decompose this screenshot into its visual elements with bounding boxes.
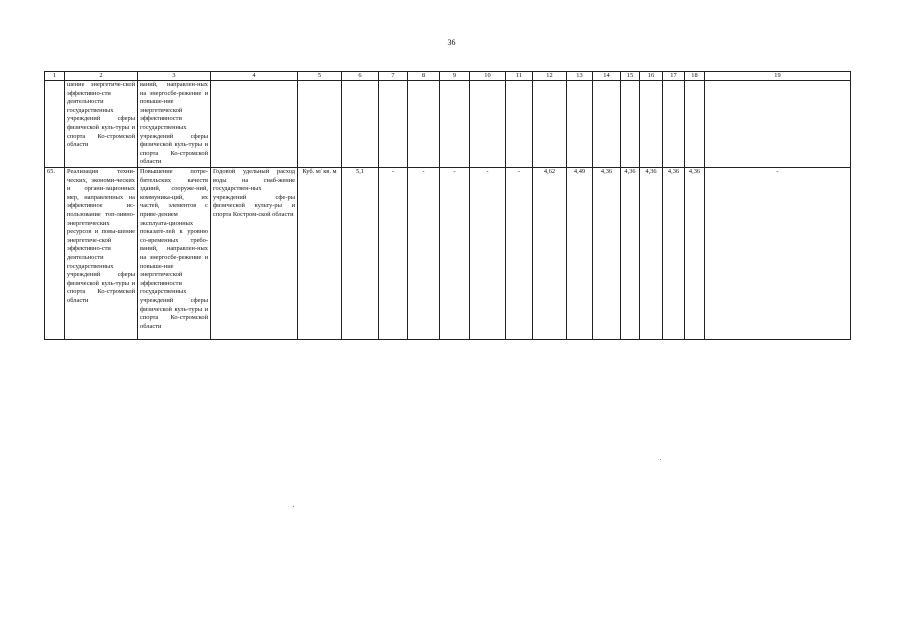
column-header: 7 <box>379 72 408 81</box>
row-value: - <box>506 168 533 340</box>
row-note: - <box>705 168 851 340</box>
column-header: 18 <box>685 72 705 81</box>
column-header: 2 <box>65 72 138 81</box>
table-header-row <box>45 72 851 81</box>
column-header: 11 <box>506 72 533 81</box>
row-value: 4,36 <box>593 168 621 340</box>
column-header: 1 <box>45 72 65 81</box>
column-header: 10 <box>470 72 506 81</box>
row-value: - <box>440 168 470 340</box>
column-header: 16 <box>640 72 663 81</box>
continuation-goal: ваний, направлен-ных на энергосбе-режение и повыше-ние энергетической эффективности государственных учреждений сферы физической куль-туры и спорта Ко-стромской области <box>138 81 211 168</box>
column-header: 4 <box>211 72 298 81</box>
row-value: 4,62 <box>533 168 567 340</box>
row-value: 4,36 <box>685 168 705 340</box>
page-number: 36 <box>447 38 456 47</box>
column-header: 15 <box>621 72 640 81</box>
column-header: 5 <box>298 72 342 81</box>
column-header: 19 <box>705 72 851 81</box>
column-header: 17 <box>663 72 685 81</box>
row-value: - <box>408 168 440 340</box>
column-header: 9 <box>440 72 470 81</box>
row-measure: Реализация техни-ческих, экономи-ческих и органи-зационных мер, направленных на эффективное ис-пользование топ-ливно-энергетических ресурсов и повы-шение энергетиче-ской эффективно-сти деятельности государственных учреждений сферы физической куль-туры и спорта Ко-стромской области <box>65 168 138 340</box>
column-header: 6 <box>342 72 379 81</box>
row-value: - <box>379 168 408 340</box>
table-row <box>45 168 851 340</box>
row-value: 4,36 <box>621 168 640 340</box>
scan-speck <box>293 506 294 507</box>
column-header: 14 <box>593 72 621 81</box>
row-value: 4,36 <box>663 168 685 340</box>
column-header: 12 <box>533 72 567 81</box>
row-value: 5,1 <box>342 168 379 340</box>
row-unit: Куб. м/ кв. м <box>298 168 342 340</box>
row-number: 65. <box>45 168 65 340</box>
column-header: 13 <box>567 72 593 81</box>
row-indicator: Годовой удельный расход воды на снаб-жение государствен-ных учреждений сфе-ры физической культу-ры и спорта Костром-ской области <box>211 168 298 340</box>
column-header: 3 <box>138 72 211 81</box>
row-goal: Повышение потре-бительских качеств зданий, сооруже-ний, коммуника-ций, их частей, элементов с приве-дением эксплуата-ционных показате-лей к уровню со-временных требо-ваний, направлен-ных на энергосбе-режение и повыше-ние энергетической эффективности государственных учреждений сферы физической куль-туры и спорта Ко-стромской области <box>138 168 211 340</box>
continuation-row <box>45 81 851 168</box>
column-header: 8 <box>408 72 440 81</box>
row-value: 4,49 <box>567 168 593 340</box>
row-value: - <box>470 168 506 340</box>
row-value: 4,36 <box>640 168 663 340</box>
continuation-measure: шение энергетиче-ской эффективно-сти деятельности государственных учреждений сферы физической куль-туры и спорта Ко-стромской области <box>65 81 138 168</box>
indicators-table <box>44 71 851 340</box>
scan-speck <box>660 459 661 460</box>
